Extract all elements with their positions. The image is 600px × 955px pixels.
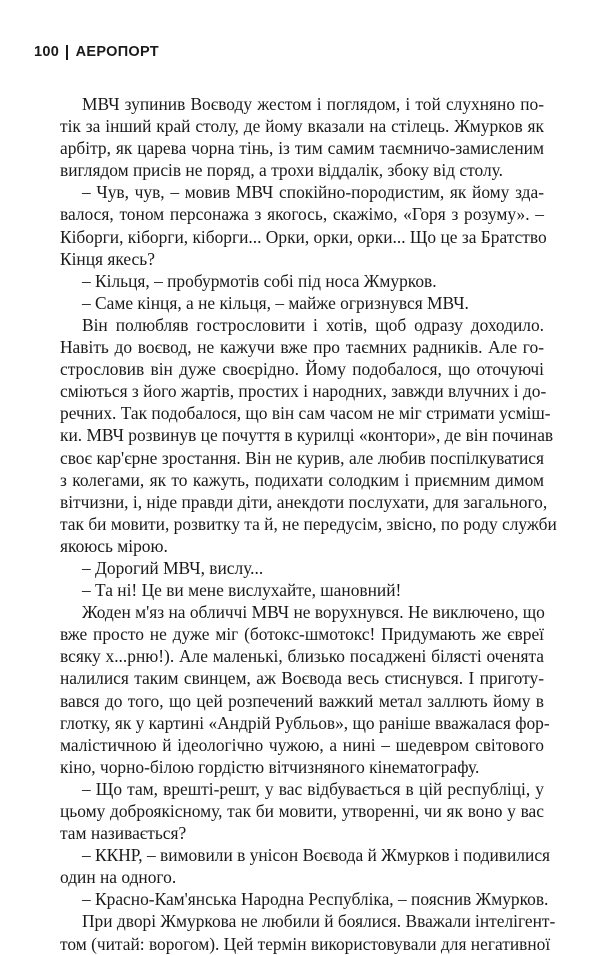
text-line: сміються з його жартів, простих і народних, завжди влучних і до-	[60, 381, 547, 402]
text-line: так би мовити, розвитку та й, не передусім, звісно, по роду служби	[60, 513, 557, 534]
text-line: Кіборги, кіборги, кіборги... Орки, орки, орки... Що це за Братство	[60, 226, 547, 247]
text-line: кіно, чорно-білою гордістю вітчизняного кінематографу.	[60, 756, 480, 777]
text-line: том (читай: ворогом). Цей термін використовували для негативної	[60, 933, 551, 954]
text-line: тік за інший край столу, де йому вказали на стілець. Жмурков як	[60, 116, 544, 137]
text-line: МВЧ зупинив Воєводу жестом і поглядом, і той слухняно по-	[82, 94, 544, 114]
text-line: – Чув, чув, – мовив МВЧ спокійно-породистим, як йому зда-	[82, 182, 544, 203]
page-number: 100	[34, 44, 60, 60]
text-line: – Красно-Кам'янська Народна Республіка, – пояснив Жмурков.	[82, 889, 549, 910]
text-line: вже просто не дуже міг (ботокс-шмотокс! Придумають же євреї	[60, 624, 544, 645]
text-line: – ККНР, – вимовили в унісон Воєвода й Жмурков і подивилися	[82, 845, 551, 866]
text-line: своє кар'єрне зростання. Він не курив, але любив поспілкуватися	[60, 447, 544, 468]
text-line: з колегами, як то кажуть, подихати солодким і приємним димом	[60, 469, 544, 490]
text-line: глотку, як у картині «Андрій Рубльов», що раніше вважалася фор-	[60, 712, 550, 733]
text-line: При дворі Жмуркова не любили й боялися. Вважали інтелігент-	[82, 911, 556, 932]
text-line: вався до того, що цей розпечений важкий метал заллють йому в	[60, 690, 544, 711]
text-line: валося, тоном персонажа з якогось, скажімо, «Горя з розуму». –	[60, 204, 544, 225]
text-line: налилися таким свинцем, аж Воєвода весь стиснувся. І приготу-	[60, 668, 544, 689]
text-line: всяку х...рню!). Але маленькі, близько посаджені білясті оченята	[60, 646, 544, 667]
text-line: арбітр, як царева чорна тінь, із тим самим таємничо-замисленим	[60, 138, 544, 159]
page-body-text	[60, 93, 557, 955]
text-line: малістичною й ідеологічно чужою, а нині – шедевром світового	[60, 734, 544, 755]
running-header	[34, 40, 159, 64]
text-line: Навіть до воєвод, не кажучи вже про таємних радників. Але го-	[60, 337, 544, 358]
text-line: Він полюбляв гострословити і хотів, щоб одразу доходило.	[82, 314, 544, 335]
text-line: – Саме кінця, а не кільця, – майже огризнувся МВЧ.	[82, 292, 469, 313]
text-line: – Кільця, – пробурмотів собі під носа Жмурков.	[82, 270, 437, 291]
text-line: – Та ні! Це ви мене вислухайте, шановний!	[82, 580, 402, 601]
header-separator	[66, 45, 68, 60]
text-line: якоюсь мірою.	[60, 535, 168, 556]
text-line: – Дорогий МВЧ, вислу...	[82, 557, 264, 578]
text-line: Жоден м'яз на обличчі МВЧ не ворухнувся. Не виключено, що	[82, 602, 545, 623]
text-line: цьому доброякісному, так би мовити, утворенні, чи як воно у вас	[60, 801, 544, 821]
running-title: АЕРОПОРТ	[75, 44, 159, 60]
text-line: – Що там, врешті-решт, у вас відбувається в цій республіці, у	[82, 778, 544, 799]
text-line: один на одного.	[60, 867, 177, 888]
text-line: вітчизни, і, ніде правди діти, анекдоти послухати, для загального,	[60, 491, 548, 512]
text-line: стрословив він дуже своєрідно. Йому подобалося, що оточуючі	[60, 359, 544, 380]
text-line: там називається?	[60, 823, 187, 844]
text-line: ки. МВЧ розвинув це почуття в курилці «контори», де він починав	[60, 425, 554, 446]
text-line: Кінця якесь?	[60, 248, 155, 269]
text-line: речних. Так подобалося, що він сам часом не міг стримати усміш-	[60, 403, 551, 424]
text-line: виглядом присів не поряд, а трохи віддалік, збоку від столу.	[60, 160, 503, 181]
